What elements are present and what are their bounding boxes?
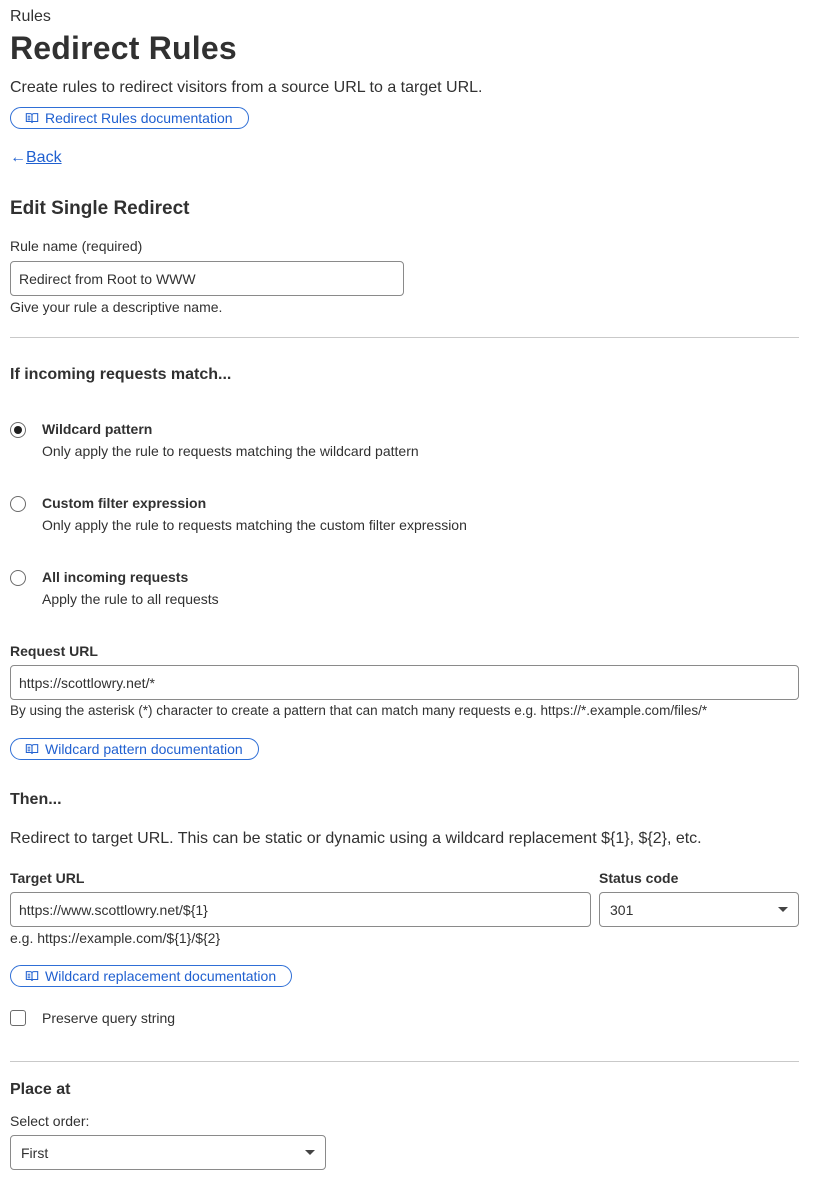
radio-wildcard-pattern[interactable]: [10, 421, 419, 459]
rule-name-input[interactable]: [10, 261, 404, 296]
page-subtitle: Create rules to redirect visitors from a source URL to a target URL.: [10, 79, 483, 96]
request-url-label: Request URL: [10, 643, 98, 659]
divider: [10, 337, 799, 338]
doc-link-label: Wildcard pattern documentation: [45, 741, 243, 757]
chevron-down-icon: [305, 1150, 315, 1155]
select-order-dropdown[interactable]: [10, 1135, 326, 1170]
radio-description: Apply the rule to all requests: [42, 591, 219, 607]
doc-link-label: Redirect Rules documentation: [45, 110, 233, 126]
radio-title: Wildcard pattern: [42, 421, 153, 437]
section-title: Edit Single Redirect: [10, 198, 190, 219]
radio-button[interactable]: [10, 422, 26, 438]
target-url-help: e.g. https://example.com/${1}/${2}: [10, 930, 221, 946]
preserve-query-checkbox[interactable]: [10, 1010, 26, 1026]
radio-button[interactable]: [10, 570, 26, 586]
wildcard-pattern-doc-link[interactable]: [10, 738, 259, 760]
then-heading: Then...: [10, 791, 62, 808]
back-arrow-icon: ←: [10, 149, 26, 166]
status-code-label: Status code: [599, 870, 679, 886]
back-link[interactable]: [10, 149, 62, 167]
radio-description: Only apply the rule to requests matching the custom filter expression: [42, 517, 467, 533]
target-url-label: Target URL: [10, 870, 85, 886]
rule-name-help: Give your rule a descriptive name.: [10, 299, 223, 315]
select-order-value: First: [21, 1144, 49, 1161]
target-url-input[interactable]: [10, 892, 591, 927]
doc-link-label: Wildcard replacement documentation: [45, 968, 277, 984]
page-title: Redirect Rules: [10, 30, 237, 66]
radio-title: All incoming requests: [42, 569, 189, 585]
radio-all-requests[interactable]: [10, 569, 219, 607]
book-icon: [25, 969, 39, 983]
breadcrumb[interactable]: Rules: [10, 8, 51, 25]
place-at-heading: Place at: [10, 1081, 71, 1098]
rule-name-label: Rule name (required): [10, 238, 143, 254]
select-order-label: Select order:: [10, 1113, 90, 1129]
status-code-select[interactable]: [599, 892, 799, 927]
match-heading: If incoming requests match...: [10, 366, 232, 383]
book-icon: [25, 742, 39, 756]
chevron-down-icon: [778, 907, 788, 912]
radio-button[interactable]: [10, 496, 26, 512]
radio-description: Only apply the rule to requests matching the wildcard pattern: [42, 443, 419, 459]
radio-title: Custom filter expression: [42, 495, 207, 511]
divider: [10, 1061, 799, 1062]
book-icon: [25, 111, 39, 125]
radio-custom-filter[interactable]: [10, 495, 467, 533]
wildcard-replacement-doc-link[interactable]: [10, 965, 292, 987]
request-url-help: By using the asterisk (*) character to create a pattern that can match many requests e.g. https://*.example.com/files/*: [10, 703, 708, 718]
preserve-query-label: Preserve query string: [42, 1010, 176, 1026]
then-description: Redirect to target URL. This can be static or dynamic using a wildcard replacement ${1}, ${2}, etc.: [10, 830, 702, 847]
preserve-query-row[interactable]: [10, 1010, 175, 1026]
back-link-label: Back: [26, 149, 62, 166]
status-code-value: 301: [610, 901, 634, 918]
redirect-rules-doc-link[interactable]: [10, 107, 249, 129]
request-url-input[interactable]: [10, 665, 799, 700]
